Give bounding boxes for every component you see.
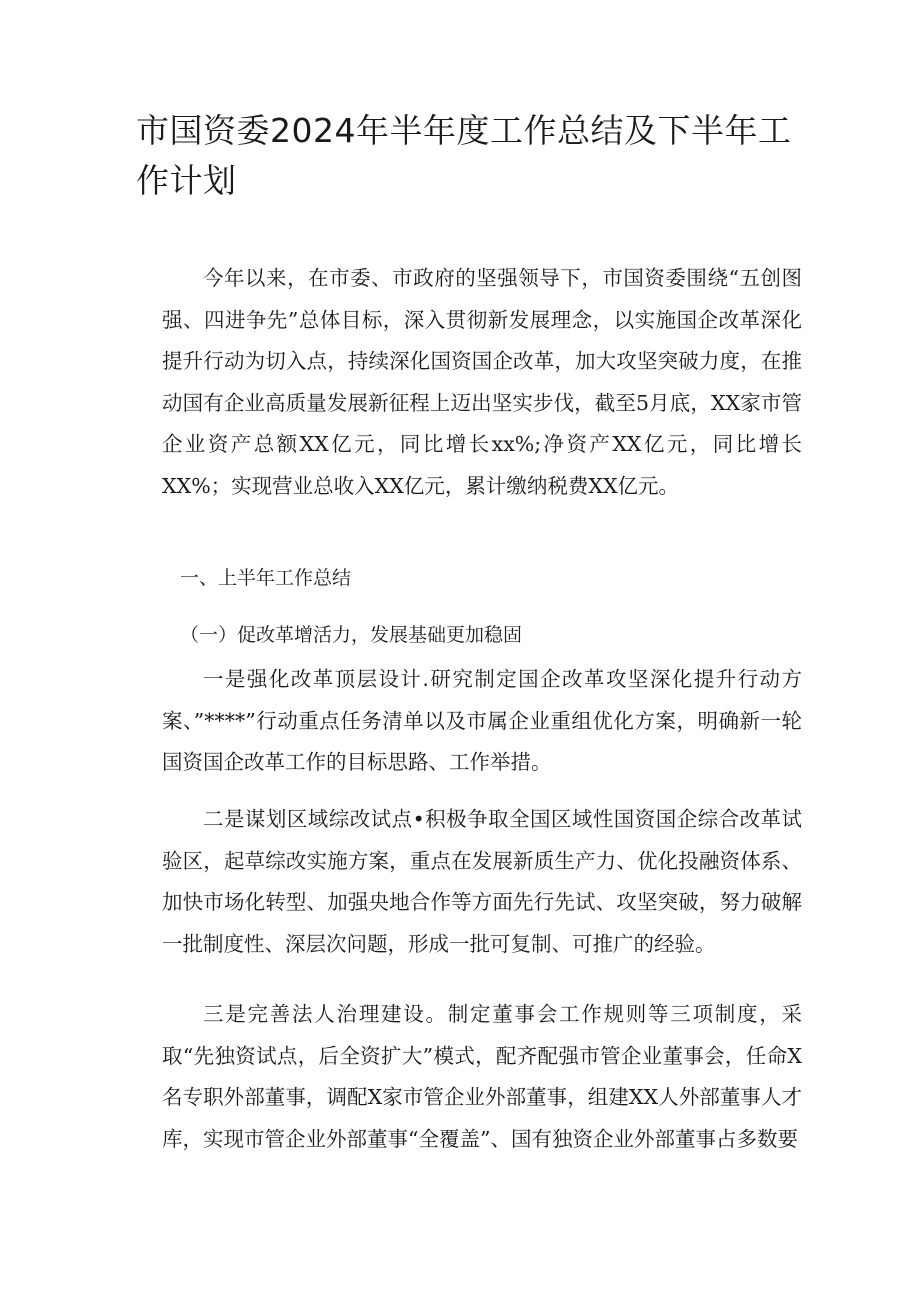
item-lead: 一是强化改革顶层设计. xyxy=(203,667,429,691)
item-paragraph xyxy=(162,994,802,1160)
item-text: 积极争取全国区域性国资国企综合改革试验区，起草综改实施方案，重点在发展新质生产力、优化投融资体系、加快市场化转型、加强央地合作等方面先行先试、攻坚突破，努力破解一批制度性、深层次问题，形成一批可复制、可推广的经验。 xyxy=(162,807,802,956)
item-paragraph xyxy=(162,659,802,784)
intro-block xyxy=(162,258,802,508)
item-text: 制定董事会工作规则等三项制度，采取“先独资试点，后全资扩大”模式，配齐配强市管企业董事会，任命X名专职外部董事，调配X家市管企业外部董事，组建XX人外部董事人才库，实现市管企业外部董事“全覆盖”、国有独资企业外部董事占多数要 xyxy=(162,1002,802,1151)
item-block-2 xyxy=(162,799,802,965)
item-paragraph xyxy=(162,799,802,965)
intro-paragraph: 今年以来，在市委、市政府的坚强领导下，市国资委围绕“五创图强、四进争先”总体目标，深入贯彻新发展理念，以实施国企改革深化提升行动为切入点，持续深化国资国企改革，加大攻坚突破力度，在推动国有企业高质量发展新征程上迈出坚实步伐，截至5月底，XX家市管企业资产总额XX亿元，同比增长xx%;净资产XX亿元，同比增长XX%；实现营业总收入XX亿元，累计缴纳税费XX亿元。 xyxy=(162,266,802,498)
document-title: 市国资委2024年半年度工作总结及下半年工作计划 xyxy=(136,111,792,200)
item-block-1 xyxy=(162,659,802,784)
item-lead: 三是完善法人治理建设。 xyxy=(203,1002,448,1026)
subsection-heading: （一）促改革增活力，发展基础更加稳固 xyxy=(180,624,523,646)
item-lead: 二是谋划区域综改试点• xyxy=(203,807,425,831)
section-heading: 一、上半年工作总结 xyxy=(180,567,352,589)
item-text: 研究制定国企改革攻坚深化提升行动方案、”****”行动重点任务清单以及市属企业重组优化方案，明确新一轮国资国企改革工作的目标思路、工作举措。 xyxy=(162,667,802,775)
item-block-3 xyxy=(162,994,802,1160)
